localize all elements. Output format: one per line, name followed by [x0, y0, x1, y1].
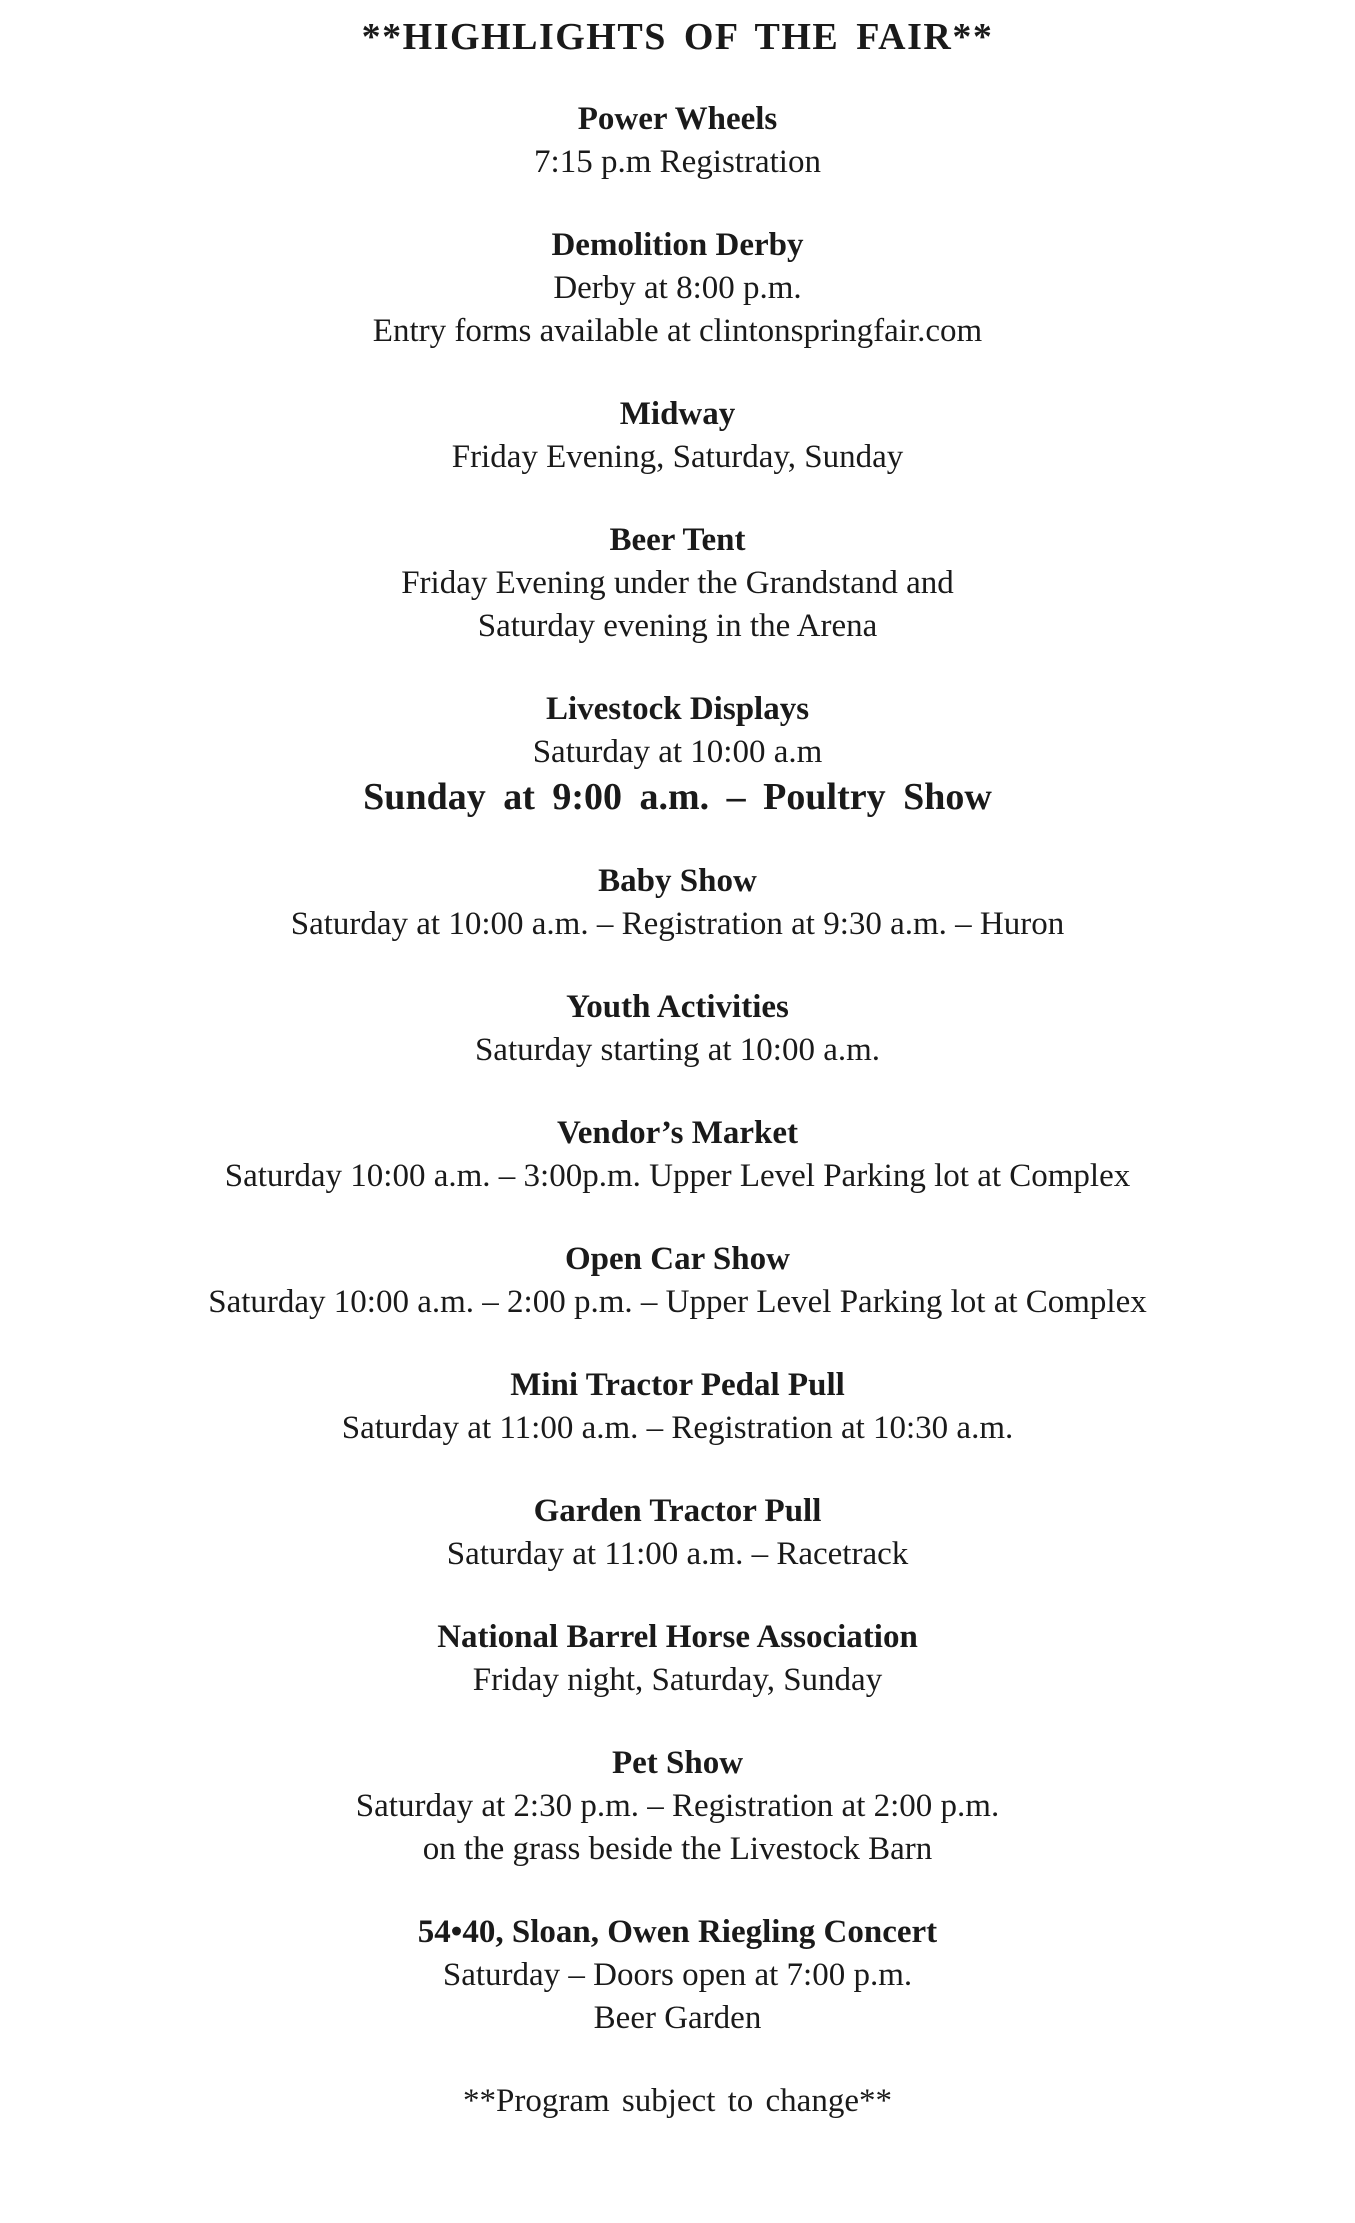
- event-title: 54•40, Sloan, Owen Riegling Concert: [417, 1914, 938, 1950]
- event-detail: Saturday at 11:00 a.m. – Registration at 10:30 a.m.: [341, 1410, 1014, 1446]
- event-livestock-displays: [0, 688, 1355, 820]
- program-disclaimer: **Program subject to change**: [463, 2083, 892, 2119]
- page-title: **HIGHLIGHTS OF THE FAIR**: [361, 16, 994, 58]
- event-title: Open Car Show: [565, 1241, 790, 1277]
- event-title: Midway: [619, 396, 736, 432]
- event-detail: Saturday evening in the Arena: [477, 608, 878, 644]
- event-detail: Saturday at 10:00 a.m: [532, 734, 823, 770]
- event-title: Pet Show: [611, 1745, 744, 1781]
- event-title: Power Wheels: [577, 101, 778, 137]
- event-title: Baby Show: [598, 863, 757, 899]
- event-title: Beer Tent: [609, 522, 746, 558]
- event-title: National Barrel Horse Association: [437, 1619, 918, 1655]
- event-detail: Saturday 10:00 a.m. – 3:00p.m. Upper Level Parking lot at Complex: [224, 1158, 1131, 1194]
- event-pet-show: [0, 1742, 1355, 1871]
- event-youth-activities: [0, 986, 1355, 1072]
- event-concert: [0, 1911, 1355, 2040]
- event-detail: Saturday at 10:00 a.m. – Registration at 9:30 a.m. – Huron: [290, 906, 1065, 942]
- event-vendors-market: [0, 1112, 1355, 1198]
- event-beer-tent: [0, 519, 1355, 648]
- event-title: Livestock Displays: [545, 691, 810, 727]
- event-detail: Derby at 8:00 p.m.: [553, 270, 802, 306]
- event-detail: Friday Evening, Saturday, Sunday: [451, 439, 904, 475]
- event-midway: [0, 393, 1355, 479]
- event-detail: Saturday – Doors open at 7:00 p.m.: [442, 1957, 913, 1993]
- event-detail: Friday night, Saturday, Sunday: [472, 1662, 883, 1698]
- event-title: Garden Tractor Pull: [533, 1493, 822, 1529]
- event-detail: Friday Evening under the Grandstand and: [401, 565, 954, 601]
- event-title: Mini Tractor Pedal Pull: [510, 1367, 845, 1403]
- event-title: Vendor’s Market: [556, 1115, 799, 1151]
- event-open-car-show: [0, 1238, 1355, 1324]
- event-detail: 7:15 p.m Registration: [534, 144, 821, 180]
- event-title: Demolition Derby: [551, 227, 804, 263]
- event-detail-emphasis: Sunday at 9:00 a.m. – Poultry Show: [363, 776, 992, 818]
- event-barrel-horse-association: [0, 1616, 1355, 1702]
- event-detail: Beer Garden: [593, 2000, 762, 2036]
- event-power-wheels: [0, 98, 1355, 184]
- event-detail: Entry forms available at clintonspringfair.com: [372, 313, 983, 349]
- event-baby-show: [0, 860, 1355, 946]
- event-detail: Saturday at 11:00 a.m. – Racetrack: [446, 1536, 909, 1572]
- event-detail: Saturday at 2:30 p.m. – Registration at 2:00 p.m.: [355, 1788, 1000, 1824]
- event-garden-tractor-pull: [0, 1490, 1355, 1576]
- event-demolition-derby: [0, 224, 1355, 353]
- event-detail: Saturday 10:00 a.m. – 2:00 p.m. – Upper Level Parking lot at Complex: [208, 1284, 1147, 1320]
- event-detail: Saturday starting at 10:00 a.m.: [474, 1032, 881, 1068]
- event-detail: on the grass beside the Livestock Barn: [422, 1831, 933, 1867]
- event-title: Youth Activities: [566, 989, 789, 1025]
- event-mini-tractor-pedal-pull: [0, 1364, 1355, 1450]
